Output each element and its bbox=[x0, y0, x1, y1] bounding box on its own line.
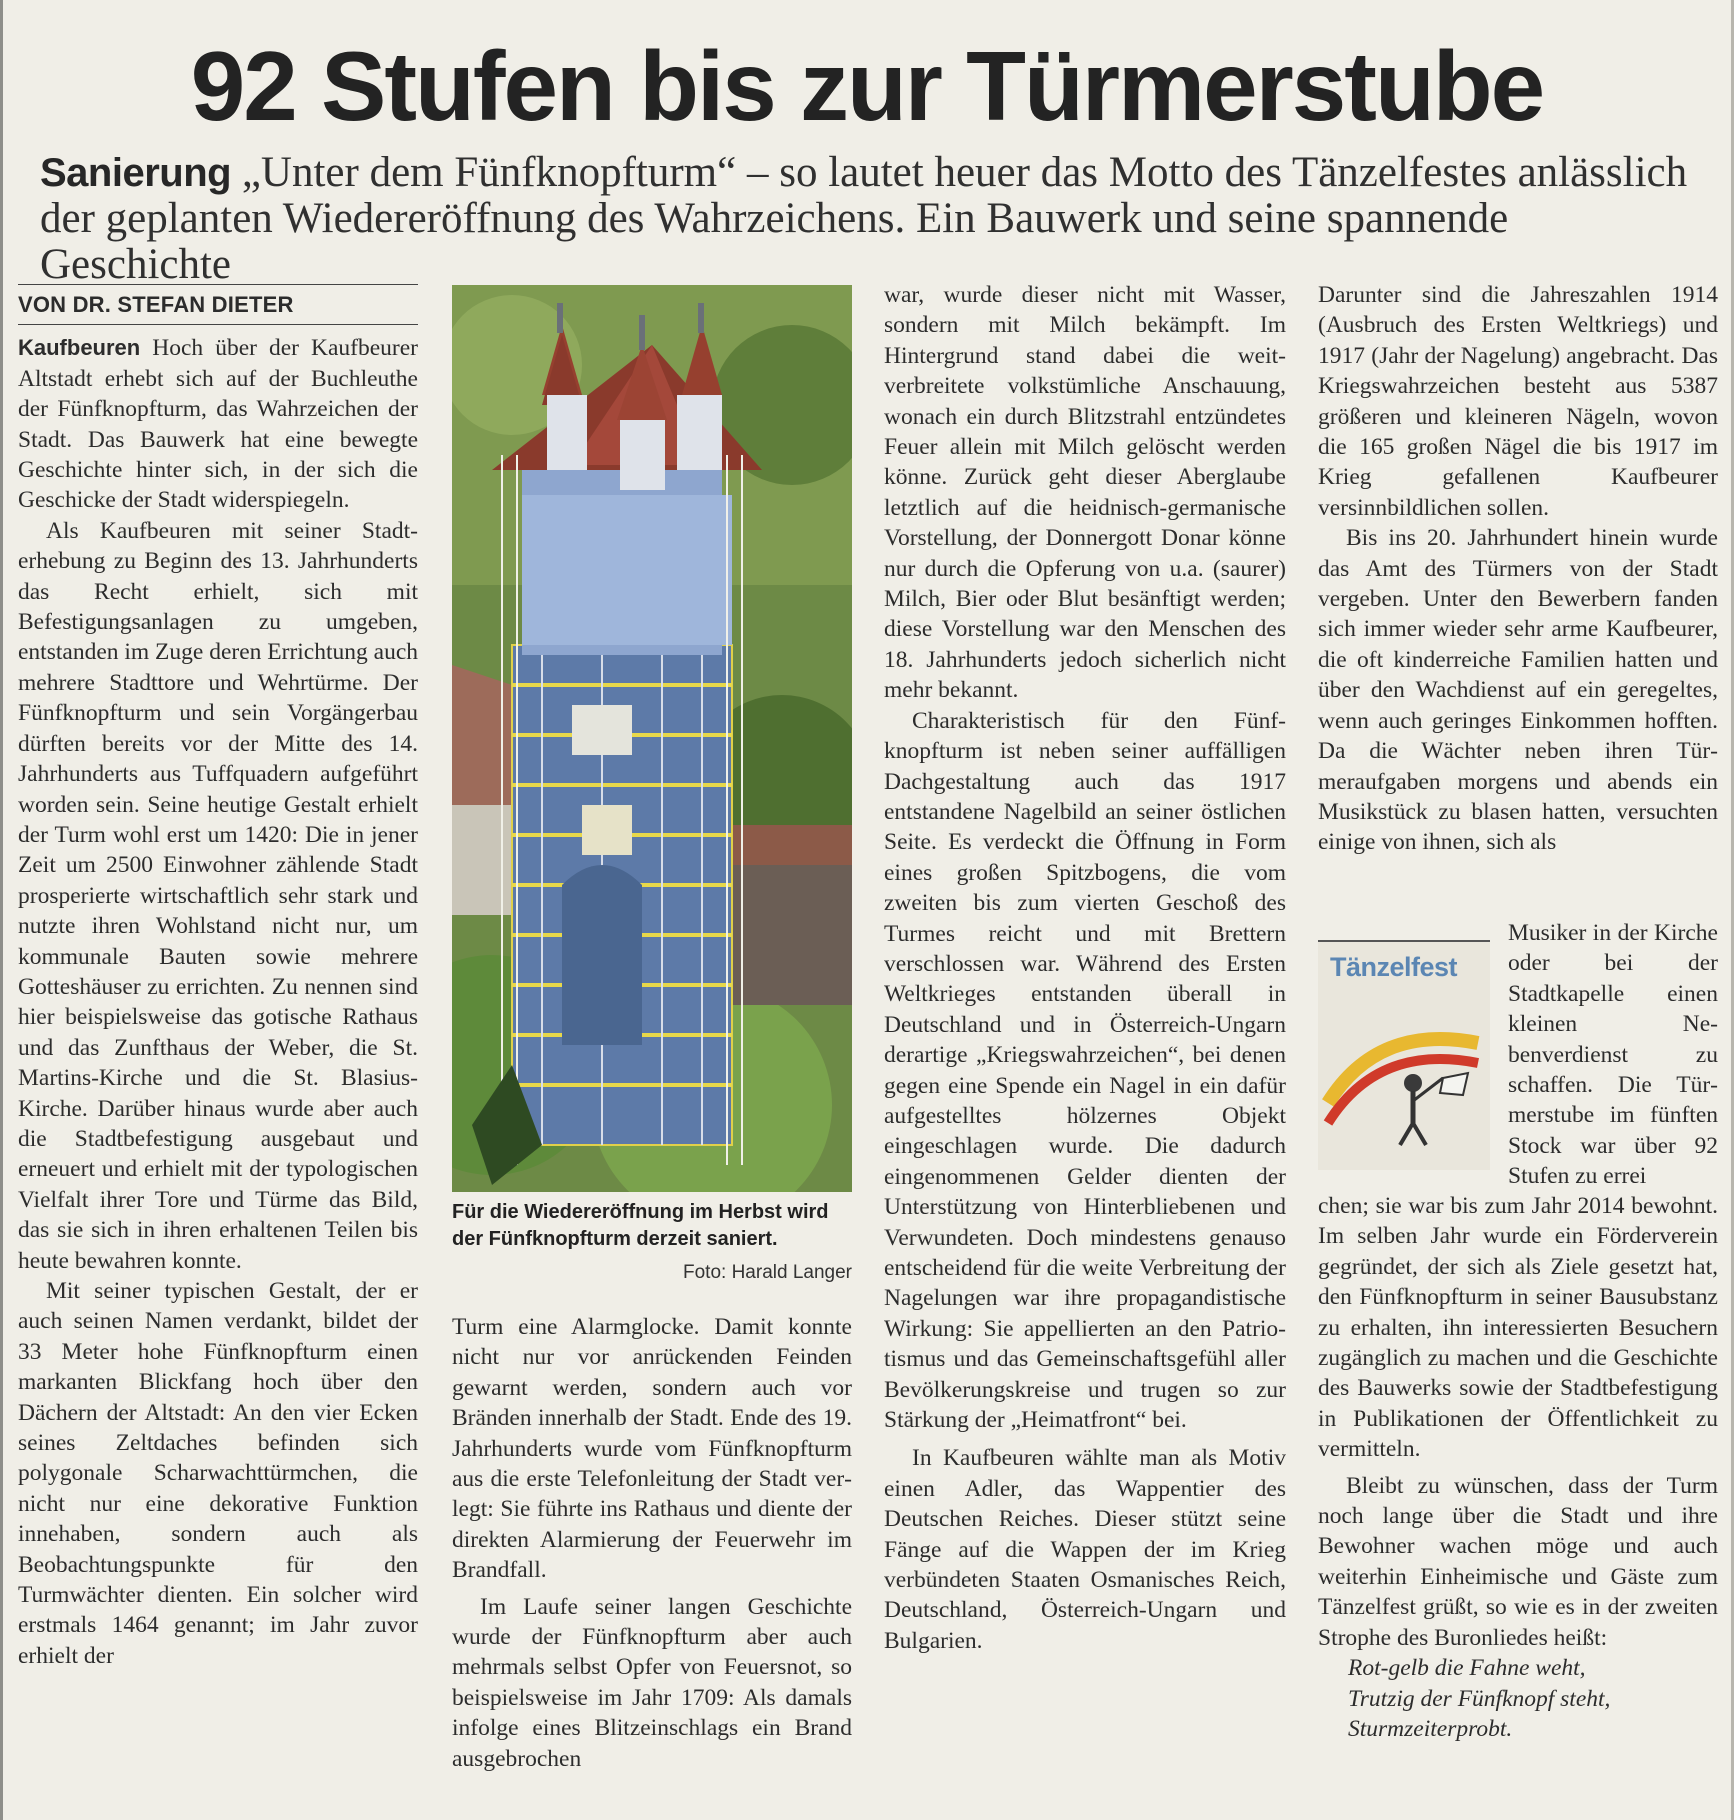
paragraph-10b: Musiker in der Kirche oder bei der Stadtkapelle einen kleinen Nebenverdienst zu schaffen. Die Türmerstube im fünften Stock war über 92 Stufen zu errei bbox=[1508, 920, 1718, 1190]
paragraph-10a: Bis ins 20. Jahrhundert hinein wurde das Amt des Türmers von der Stadt vergeben. Unter den Bewerbern fanden sich immer wieder sehr arme Kaufbeurer, die oft kinderreiche Familien hatten und über den Wachdienst auf ein geregeltes, wenn auch geringes Einkommen hofften. Da die Wächter neben ihren Türmeraufgaben morgens und abends ein Musikstück zu blasen hatten, versuchten einige von ihnen, sich als bbox=[1318, 525, 1718, 856]
article-column-4 bbox=[1318, 280, 1718, 858]
dateline: Kaufbeuren bbox=[18, 335, 141, 361]
paragraph-6: war, wurde dieser nicht mit Wasser, sondern mit Milch bekämpft. Im Hintergrund stand dabei die weitverbreitete volkstümliche Anschauung, wonach ein durch Blitzstrahl entzündetes Feuer allein mit Milch gelöscht werden könne. Zurück geht dieser Aberglaube letztlich auf die heidnisch-germanische Vorstellung, der Donnergott Donar könne nur durch die Opferung von u.a. (saurer) Milch, Bier oder Blut besänftigt werden; diese Vorstellung war den Menschen des 18. Jahrhunderts jedoch sicherlich nicht mehr bekannt. bbox=[884, 282, 1286, 704]
verse-line-3: Sturmzeiterprobt. bbox=[1348, 1715, 1513, 1742]
byline: VON DR. STEFAN DIETER bbox=[18, 284, 418, 325]
article-column-4-wrap bbox=[1508, 918, 1718, 1192]
headline: 92 Stufen bis zur Türmerstube bbox=[190, 31, 1544, 141]
paragraph-5: Im Laufe seiner langen Geschichte wurde der Fünfknopfturm aber auch mehrmals selbst Opfer von Feuersnot, so beispielsweise im Jahr 1709: Als damals infolge eines Blitzeinschlags ein Brand ausgebrochen bbox=[452, 1593, 852, 1772]
subhead-kicker: Sanierung bbox=[40, 151, 232, 195]
paragraph-4: Turm eine Alarmglocke. Damit konnte nicht nur vor anrückenden Feinden gewarnt werden, sondern auch vor Bränden innerhalb der Stadt. Ende des 19. Jahrhunderts wurde vom Fünfknopfturm aus die erste Telefonleitung der Stadt verlegt: Sie führte ins Rathaus und diente der direkten Alarmierung der Feuerwehr im Brandfall. bbox=[452, 1314, 852, 1584]
paragraph-11: Bleibt zu wünschen, dass der Turm noch lange über die Stadt und ihre Bewohner wachen möge und auch weiterhin Einheimische und Gäste zum Tänzelfest grüßt, so wie es in der zweiten Strophe des Buronliedes heißt: bbox=[1318, 1472, 1718, 1651]
article-column-1 bbox=[18, 284, 418, 1671]
subhead-text: „Unter dem Fünfknopfturm“ – so lautet heuer das Motto des Tänzelfestes anlässlich der geplanten Wiedereröffnung des Wahrzeichens. Ein Bauwerk und seine spannende Geschichte bbox=[40, 149, 1688, 288]
paragraph-8: In Kaufbeuren wählte man als Motiv einen Adler, das Wappentier des Deutschen Reiches. Dieser stützt seine Fänge auf die Wappen der im Krieg verbündeten Staaten Osmanisches Reich, Deutschland, Österreich-Ungarn und Bulgarien. bbox=[884, 1445, 1286, 1654]
paragraph-10c: chen; sie war bis zum Jahr 2014 bewohnt. Im selben Jahr wurde ein Förderverein gegründet, der sich als Ziele gesetzt hat, den Fünfknopfturm in seiner Bausubstanz zu erhalten, ihn interessierten Besuchern zugänglich zu machen und die Geschichte des Bauwerks sowie der Stadtbefestigung in Publikationen der Öffentlichkeit zu vermitteln. bbox=[1318, 1193, 1718, 1463]
tower-photo bbox=[452, 285, 852, 1192]
taenzelfest-infobox bbox=[1318, 940, 1490, 1170]
verse-line-1: Rot-gelb die Fahne weht, bbox=[1348, 1655, 1586, 1682]
subhead bbox=[40, 150, 1700, 288]
article-column-2 bbox=[452, 1312, 852, 1774]
page-edge-left bbox=[0, 0, 3, 1820]
paragraph-9: Darunter sind die Jahreszahlen 1914 (Ausbruch des Ersten Weltkriegs) und 1917 (Jahr der Nagelung) angebracht. Das Kriegswahrzeichen besteht aus 5387 größeren und kleineren Nägeln, wovon die 165 großen Nägel die bis 1917 im Krieg gefallenen Kaufbeurer versinnbildlichen sollen. bbox=[1318, 282, 1718, 521]
photo-caption: Für die Wiedereröffnung im Herbst wird der Fünfknopfturm derzeit saniert. bbox=[452, 1201, 829, 1250]
infobox-title: Tänzelfest bbox=[1330, 952, 1458, 982]
paragraph-1 bbox=[18, 333, 418, 515]
photo-credit: Foto: Harald Langer bbox=[683, 1262, 852, 1283]
article-column-4-bottom bbox=[1318, 1191, 1718, 1744]
paragraph-7: Charakteristisch für den Fünfknopfturm ist neben seiner auffälligen Dachgestaltung auch das 1917 entstandene Nagelbild an seiner östlichen Seite. Es verdeckt die Öffnung in Form eines großen Spitzbogens, die vom zweiten bis zum vierten Geschoß des Turmes reicht und mit Brettern verschlossen war. Während des Ersten Weltkrieges entstanden überall in Deutschland und in Österreich-Ungarn derartige „Kriegswahrzeichen“, bei denen gegen eine Spende ein Nagel in ein dafür aufgestelltes hölzernes Objekt eingeschlagen wurde. Die dadurch eingenommenen Gelder dienten der Unterstützung von Hinterbliebenen und Verwundeten. Doch mindestens genauso entscheidend für die weite Verbreitung der Nagelungen war ihre propagandistische Wirkung: Sie appellierten an den Patriotismus und das Gemeinschaftsgefühl aller Bevölkerungskreise und trugen so zur Stärkung der „Heimatfront“ bei. bbox=[884, 707, 1286, 1434]
paragraph-3: Mit seiner typischen Gestalt, der er auch seinen Namen verdankt, bildet der 33 Meter hohe Fünfknopfturm einen markanten Blickfang hoch über den Dächern der Altstadt: An den vier Ecken seines Zeltdaches befinden sich polygonale Scharwachttürmchen, die nicht nur eine dekorative Funktion innehaben, sondern auch als Beobachtungspunkte für den Turmwächter dienten. Ein solcher wird erstmals 1464 genannt; im Jahr zuvor erhielt der bbox=[18, 1278, 418, 1669]
tower-photo-illustration bbox=[452, 285, 852, 1192]
paragraph-2: Als Kaufbeuren mit seiner Stadterhebung zu Beginn des 13. Jahrhunderts das Recht erhielt, sich mit Befestigungsanlagen zu umgeben, entstanden im Zuge deren Errichtung auch mehrere Stadttore und Wehrtürme. Der Fünfknopfturm und sein Vorgängerbau dürften bereits vor der Mitte des 14. Jahrhunderts aus Tuffquadern aufgeführt worden sein. Seine heutige Gestalt erhielt der Turm wohl erst um 1420: Die in jener Zeit um 2500 Einwohner zählende Stadt prosperierte wirtschaftlich sehr stark und nutzte ihren Wohlstand nicht nur, um kommunale Bauten sowie mehrere Gotteshäuser zu errichten. Zu nennen sind hier beispielsweise das gotische Rathaus und das Zunfthaus der Weber, die St. Martins-Kirche und die St. Blasius-Kirche. Darüber hinaus wurde aber auch die Stadtbefestigung ausgebaut und erneuert und erhielt mit der typologischen Vielfalt ihrer Tore und Türme das Bild, das sie sich in ihren erhaltenen Teilen bis heute bewahren konnte. bbox=[18, 517, 419, 1274]
paragraph-1-text: Hoch über der Kaufbeurer Altstadt erhebt sich auf der Buchleuthe der Fünfknopfturm, das Wahrzeichen der Stadt. Das Bauwerk hat eine bewegte Geschichte hinter sich, in der sich die Geschicke der Stadt widerspiegeln. bbox=[18, 335, 419, 514]
article-column-3 bbox=[884, 280, 1286, 1656]
verse-line-2: Trutzig der Fünfknopf steht, bbox=[1348, 1685, 1611, 1712]
taenzelfest-flag-logo bbox=[1318, 983, 1490, 1153]
